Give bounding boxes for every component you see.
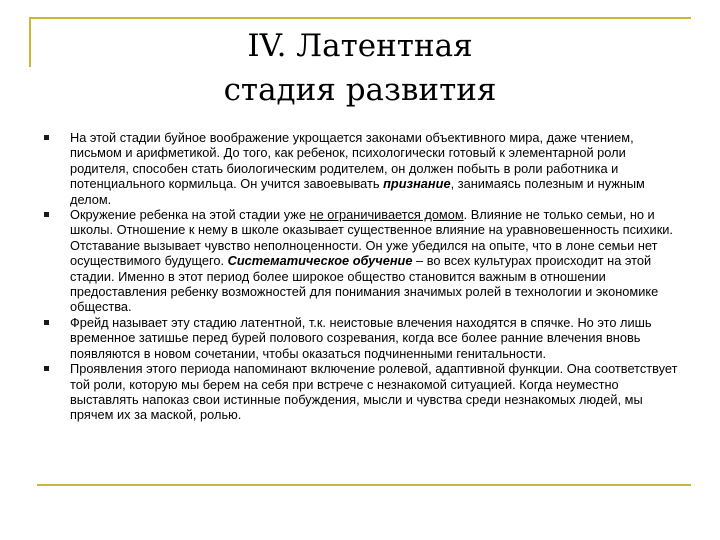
slide-title [150,24,570,112]
frame-top-line [29,17,691,19]
bullet-2-emphasis: Систематическое обучение [227,253,413,269]
square-bullet-icon [44,212,49,217]
square-bullet-icon [44,320,49,325]
bullet-2-text: Окружение ребенка на этой стадии уже [70,207,310,223]
frame-left-line [29,17,31,67]
bullet-list [40,130,680,423]
bullet-1-text-end: , занимаясь полезным и нужным делом. [70,176,645,207]
bullet-2-text-end: – во всех культурах происходит на этой стадии. Именно в этот период более широкое общество становится важным в отношении предоставления ребенку возможностей для понимания значимых ролей в технологии и экономике общества. [70,253,659,315]
bullet-item-4 [40,361,680,423]
slide-title-line-2: стадия развития [223,72,497,108]
square-bullet-icon [44,366,49,371]
bullet-4-text: Проявления этого периода напоминают включение ролевой, адаптивной функции. Она соответствует той роли, которую мы берем на себя при встрече с незнакомой ситуацией. Когда неуместно выставлять напоказ свои истинные побуждения, мысли и чувства среди незнакомых людей, мы прячем их за маской, ролью. [70,361,678,423]
bullet-item-3 [40,315,680,361]
bullet-2-underline: не ограничивается домом [309,207,464,223]
square-bullet-icon [44,135,49,140]
bullet-item-1 [40,130,680,207]
bullet-item-2 [40,207,680,315]
slide-title-line-1: IV. Латентная [247,28,473,64]
frame-bottom-line [37,484,691,486]
bullet-1-emphasis: признание [383,176,451,192]
bullet-3-text: Фрейд называет эту стадию латентной, т.к. неистовые влечения находятся в спячке. Но это лишь временное затишье перед бурей полового созревания, когда все более ранние влечения вновь появляются в новом сочетании, чтобы оказаться подчиненными генитальности. [70,314,652,361]
bullet-1-text: На этой стадии буйное воображение укрощается законами объективного мира, даже чтением, письмом и арифметикой. До того, как ребенок, психологически готовый к элементарной роли родителя, способен стать биологическим родителем, он должен побыть в роли работника и потенциального кормильца. Он учится завоевывать [70,130,634,192]
bullet-2-text-middle: . Влияние не только семьи, но и школы. Отношение к нему в школе оказывает существенное влияние на уравновешенность психики. Отставание вызывает чувство неполноценности. Он уже убедился на опыте, что в лоне семьи нет осуществимого будущего. [70,207,673,269]
